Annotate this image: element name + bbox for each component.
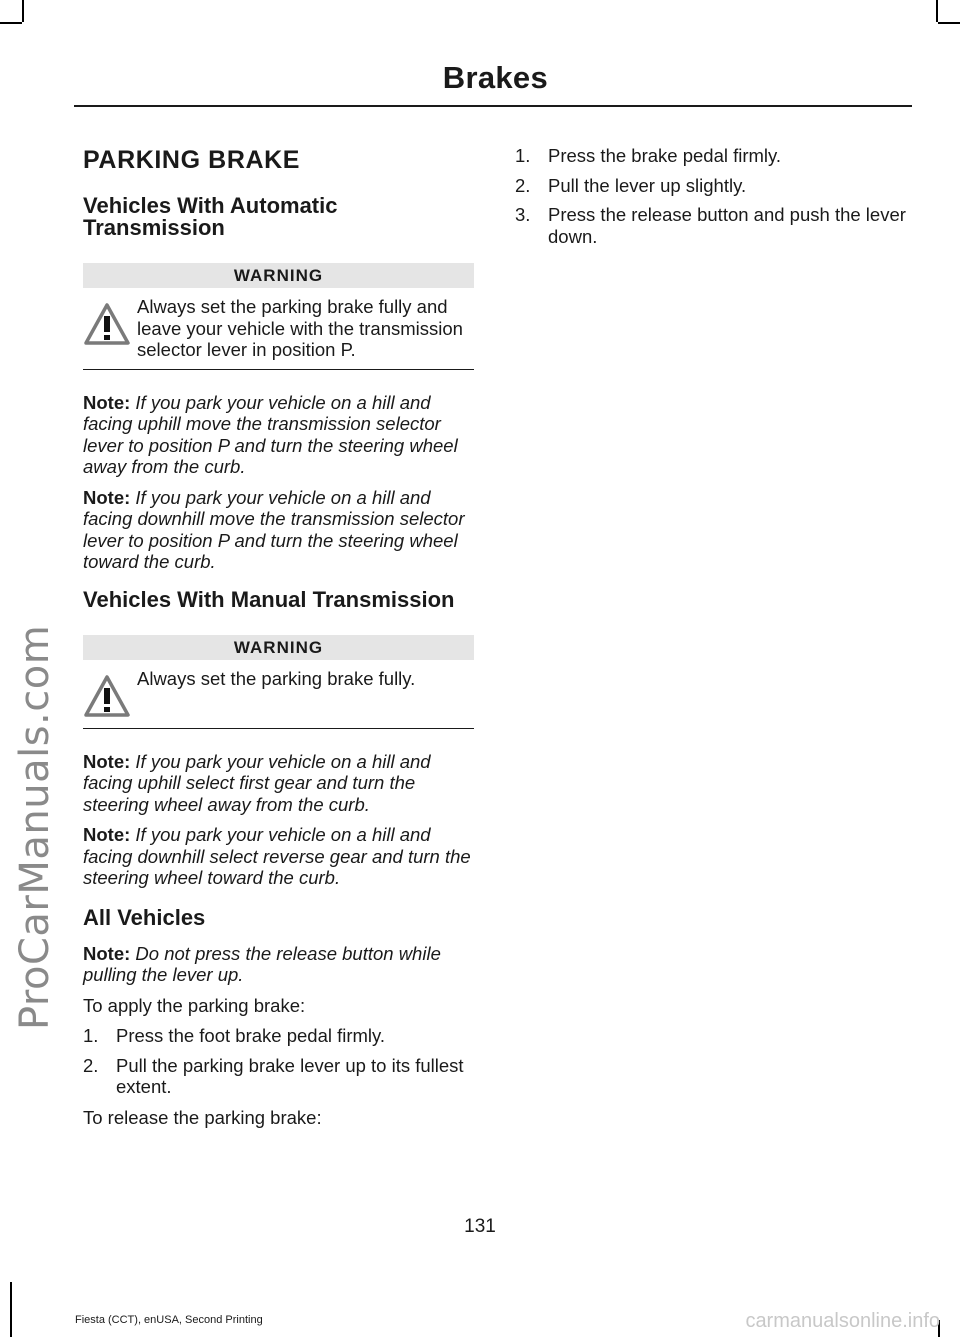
warning-box-manual xyxy=(83,635,474,729)
step-number: 3. xyxy=(515,204,531,225)
subheading-automatic: Vehicles With Automatic Transmission xyxy=(83,193,338,240)
page-header-title: Brakes xyxy=(442,60,548,95)
header-rule xyxy=(74,105,912,107)
note-paragraph xyxy=(83,487,474,573)
warning-box-automatic xyxy=(83,263,474,370)
note-paragraph xyxy=(83,392,474,478)
left-column xyxy=(83,145,474,1137)
list-item xyxy=(515,204,910,247)
warning-text: Always set the parking brake fully and leave your vehicle with the transmission selector lever in position P. xyxy=(137,296,463,360)
step-text: Pull the lever up slightly. xyxy=(548,174,747,196)
step-number: 2. xyxy=(83,1054,99,1076)
step-text: Press the foot brake pedal firmly. xyxy=(116,1025,386,1046)
warning-triangle-icon xyxy=(83,674,131,718)
note-label: Note: xyxy=(83,942,131,964)
list-item xyxy=(83,1055,474,1098)
step-number: 1. xyxy=(515,145,531,166)
step-number: 1. xyxy=(83,1025,99,1046)
note-label: Note: xyxy=(83,391,131,413)
edition-text: Fiesta (CCT), enUSA, Second Printing xyxy=(75,1314,263,1326)
warning-triangle-icon xyxy=(83,302,131,346)
warning-label: WARNING xyxy=(83,635,474,660)
section-title: PARKING BRAKE xyxy=(83,146,301,174)
note-paragraph xyxy=(83,824,474,889)
crop-mark xyxy=(10,1282,12,1337)
note-text: If you park your vehicle on a hill and facing uphill move the transmission selector lever to position P and turn the steering wheel away from the curb. xyxy=(83,391,458,477)
warning-body xyxy=(83,288,474,370)
release-intro: To release the parking brake: xyxy=(83,1106,322,1128)
crop-mark xyxy=(938,22,960,24)
list-item xyxy=(515,175,910,197)
side-watermark: ProCarManuals.com xyxy=(12,624,58,1030)
note-text: If you park your vehicle on a hill and facing downhill move the transmission selector lever to position P and turn the steering wheel toward the curb. xyxy=(83,486,465,572)
subheading-all-vehicles: All Vehicles xyxy=(83,904,206,930)
note-paragraph xyxy=(83,751,474,816)
apply-intro: To apply the parking brake: xyxy=(83,994,306,1016)
source-watermark: carmanualsonline.info xyxy=(745,1310,940,1332)
crop-mark xyxy=(0,22,22,24)
note-paragraph xyxy=(83,943,474,986)
apply-steps-list xyxy=(83,1025,474,1098)
note-label: Note: xyxy=(83,824,131,845)
warning-body xyxy=(83,660,474,729)
step-text: Press the release button and push the lever down. xyxy=(548,204,906,247)
note-text: If you park your vehicle on a hill and facing uphill select first gear and turn the steering wheel away from the curb. xyxy=(83,750,431,815)
note-text: If you park your vehicle on a hill and facing downhill select reverse gear and turn the steering wheel toward the curb. xyxy=(83,824,471,888)
list-item xyxy=(515,145,910,167)
step-text: Press the brake pedal firmly. xyxy=(548,145,782,166)
step-text: Pull the parking brake lever up to its fullest extent. xyxy=(116,1054,464,1097)
subheading-manual: Vehicles With Manual Transmission xyxy=(83,586,455,612)
crop-mark xyxy=(22,0,24,22)
release-steps-list xyxy=(515,145,910,247)
list-item xyxy=(83,1025,474,1047)
step-number: 2. xyxy=(515,174,531,196)
right-column xyxy=(515,145,910,256)
crop-mark xyxy=(936,0,938,22)
note-label: Note: xyxy=(83,750,131,772)
note-label: Note: xyxy=(83,486,131,508)
warning-label: WARNING xyxy=(83,263,474,288)
note-text: Do not press the release button while pulling the lever up. xyxy=(83,942,441,985)
warning-text: Always set the parking brake fully. xyxy=(137,667,416,689)
page-number: 131 xyxy=(464,1216,496,1237)
